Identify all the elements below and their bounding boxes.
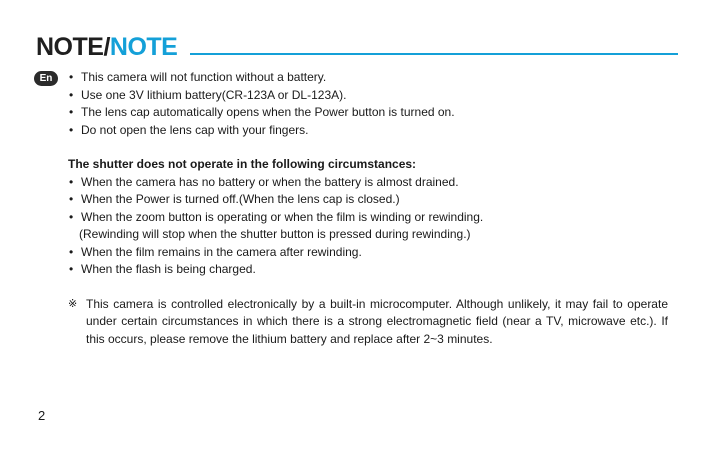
- shutter-list: [68, 174, 668, 227]
- rewinding-subnote: (Rewinding will stop when the shutter button is pressed during rewinding.): [79, 227, 471, 241]
- shutter-item-text: When the camera has no battery or when the battery is almost drained.: [81, 174, 459, 189]
- bullet-icon: •: [69, 122, 74, 137]
- bullet-icon: •: [69, 174, 74, 189]
- note-text: This camera will not function without a battery.: [81, 70, 327, 84]
- note-text: Use one 3V lithium battery(CR-123A or DL-123A).: [81, 87, 347, 102]
- page-header: [36, 30, 678, 62]
- bullet-icon: •: [69, 209, 74, 224]
- list-item: [68, 174, 668, 192]
- bullet-icon: •: [69, 105, 74, 119]
- title-part-2: NOTE: [109, 33, 178, 61]
- shutter-item-text: When the flash is being charged.: [81, 262, 256, 276]
- shutter-item-text: When the film remains in the camera after rewinding.: [81, 244, 362, 259]
- note-text: Do not open the lens cap with your fingers.: [81, 122, 309, 137]
- shutter-item-text: When the zoom button is operating or when the film is winding or rewinding.: [81, 209, 484, 224]
- list-item: [68, 69, 668, 87]
- list-item: [68, 191, 668, 209]
- notes-list: [68, 69, 668, 139]
- title-rule: [190, 53, 678, 55]
- list-item: [68, 209, 668, 227]
- language-badge: En: [34, 71, 58, 86]
- shutter-list-continued: [68, 244, 668, 279]
- bullet-icon: •: [69, 70, 74, 84]
- list-item: [68, 122, 668, 140]
- title-part-1: NOTE/: [36, 33, 110, 61]
- bullet-icon: •: [69, 87, 74, 102]
- page-title: [36, 32, 177, 62]
- reference-mark-icon: ※: [68, 297, 78, 310]
- bullet-icon: •: [69, 244, 74, 259]
- bullet-icon: •: [69, 262, 74, 276]
- list-item: [68, 244, 668, 262]
- list-item: [68, 87, 668, 105]
- bullet-icon: •: [69, 192, 74, 206]
- page-number: 2: [38, 408, 46, 423]
- warning-text: This camera is controlled electronically by a built-in microcomputer. Although unlikely, it may fail to operate under certain circumstances in which there is a strong electromagnetic field (near a TV, microwave etc.). If this occurs, please remove the lithium battery and replace after 2~3 minutes.: [86, 296, 668, 346]
- content-body: [68, 69, 668, 348]
- warning-note: [68, 296, 668, 349]
- shutter-item-text: When the Power is turned off.(When the lens cap is closed.): [81, 192, 400, 206]
- shutter-heading: The shutter does not operate in the following circumstances:: [68, 157, 417, 171]
- note-text: The lens cap automatically opens when the Power button is turned on.: [81, 105, 455, 119]
- list-item: [68, 104, 668, 122]
- list-item: [68, 261, 668, 279]
